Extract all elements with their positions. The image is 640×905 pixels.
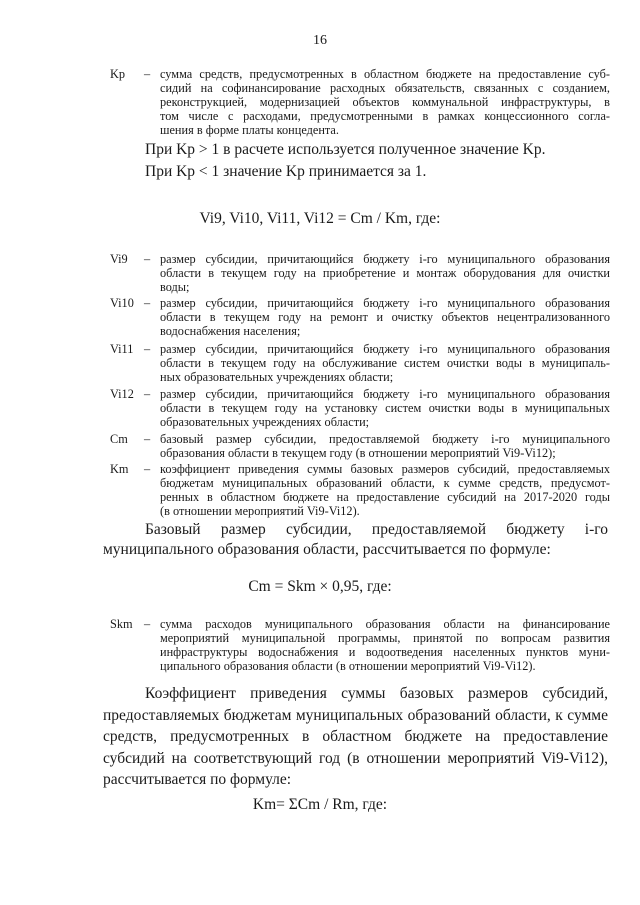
definition-text — [160, 432, 610, 460]
definition-skm — [110, 617, 610, 673]
symbol: Cm — [110, 432, 128, 446]
line: том числе с расходами, предусмотренными в рамках концессионного согла- — [160, 109, 610, 123]
line: сумма расходов муниципального образования области на финансирование — [160, 617, 610, 631]
line: реконструкцией, модернизацией объектов коммунальной инфраструктуры, в — [160, 95, 610, 109]
line: размер субсидии, причитающийся бюджету i-го муниципального образования — [160, 296, 610, 310]
definition-text — [160, 252, 610, 294]
symbol-kp: Kp — [110, 67, 126, 81]
line: инфраструктуры водоснабжения и водоотведения населенных пунктов муни- — [160, 645, 610, 659]
definition-vi12 — [110, 387, 610, 429]
definition-text — [160, 296, 610, 338]
definition-text — [160, 342, 610, 384]
line: базовый размер субсидии, предоставляемой бюджету i-го муниципального — [160, 432, 610, 446]
formula-cm: Cm = Skm × 0,95, где: — [248, 578, 392, 595]
line: (в отношении мероприятий Vi9-Vi12). — [160, 504, 360, 518]
definition-text — [160, 617, 610, 673]
line: образования области в текущем году (в отношении мероприятий Vi9-Vi12); — [160, 446, 556, 460]
line: размер субсидии, причитающийся бюджету i-го муниципального образования — [160, 252, 610, 266]
dash: – — [144, 252, 151, 266]
symbol: Vi9 — [110, 252, 128, 266]
definition-vi11 — [110, 342, 610, 384]
dash: – — [144, 387, 151, 401]
definition-vi10 — [110, 296, 610, 338]
symbol: Vi10 — [110, 296, 134, 310]
line: средств, предусмотренных в областном бюджете на предоставление — [103, 728, 608, 745]
line: области в текущем году на обслуживание систем очистки воды в муниципаль- — [160, 356, 610, 370]
formula-km: Km= ΣCm / Rm, где: — [252, 796, 388, 813]
definition-vi9 — [110, 252, 610, 294]
dash: – — [144, 342, 151, 356]
line: сидий на софинансирование расходных обязательств, связанных с созданием, — [160, 81, 610, 95]
dash: – — [144, 462, 151, 476]
symbol: Vi12 — [110, 387, 134, 401]
paragraph-coefficient — [103, 683, 608, 791]
paragraph-base-subsidy — [103, 520, 608, 560]
dash: – — [144, 432, 151, 446]
page-number: 16 — [313, 33, 327, 48]
symbol: Vi11 — [110, 342, 134, 356]
definition-km — [110, 462, 610, 518]
symbol: Km — [110, 462, 129, 476]
line: мероприятий муниципальной программы, принятой по вопросам развития — [160, 631, 610, 645]
line: размер субсидии, причитающийся бюджету i-го муниципального образования — [160, 387, 610, 401]
definition-text — [160, 462, 610, 518]
line: образовательных учреждениях области; — [160, 415, 370, 429]
line: муниципального образования области, рассчитывается по формуле: — [103, 541, 551, 558]
formula-v: Vi9, Vi10, Vi11, Vi12 = Cm / Km, где: — [199, 210, 441, 227]
line: предоставляемых бюджетам муниципальных образований области, к сумме — [103, 706, 608, 724]
line: воды; — [160, 280, 190, 294]
line: ных образовательных учреждениях области; — [160, 370, 394, 384]
line: рассчитывается по формуле: — [103, 771, 292, 788]
line: области в текущем году на установку систем очистки воды в муниципальных — [160, 401, 610, 415]
line: Коэффициент приведения суммы базовых размеров субсидий, — [145, 685, 608, 702]
line: сумма средств, предусмотренных в областном бюджете на предоставление суб- — [160, 67, 610, 81]
definition-cm — [110, 432, 610, 460]
symbol: Skm — [110, 617, 133, 631]
dash: – — [144, 617, 151, 631]
line: ренных в областном бюджете на предоставление субсидий на 2017-2020 годы — [160, 490, 610, 504]
definition-text — [160, 387, 610, 429]
line: ципального образования области (в отношении мероприятий Vi9-Vi12). — [160, 659, 536, 673]
definition-text — [160, 67, 610, 137]
dash: – — [144, 296, 151, 310]
rule-kp-greater: При Kр > 1 в расчете используется полученное значение Kр. — [145, 141, 546, 158]
line: области в текущем году на ремонт и очистку объектов нецентрализованного — [160, 310, 610, 324]
line: области в текущем году на приобретение и монтаж оборудования для очистки — [160, 266, 610, 280]
rule-kp-less: При Kр < 1 значение Kр принимается за 1. — [145, 163, 427, 180]
line: размер субсидии, причитающийся бюджету i-го муниципального образования — [160, 342, 610, 356]
line: бюджетам муниципальных образований области, к сумме средств, предусмот- — [160, 476, 610, 490]
line: шения в форме платы концедента. — [160, 123, 339, 137]
definition-kp — [110, 67, 610, 139]
line: коэффициент приведения суммы базовых размеров субсидий, предоставляемых — [160, 462, 610, 476]
line: субсидий на соответствующий год (в отношении мероприятий Vi9-Vi12), — [103, 749, 608, 767]
line: Базовый размер субсидии, предоставляемой бюджету i-го — [145, 521, 608, 538]
line: водоснабжения населения; — [160, 324, 301, 338]
dash: – — [144, 67, 151, 81]
